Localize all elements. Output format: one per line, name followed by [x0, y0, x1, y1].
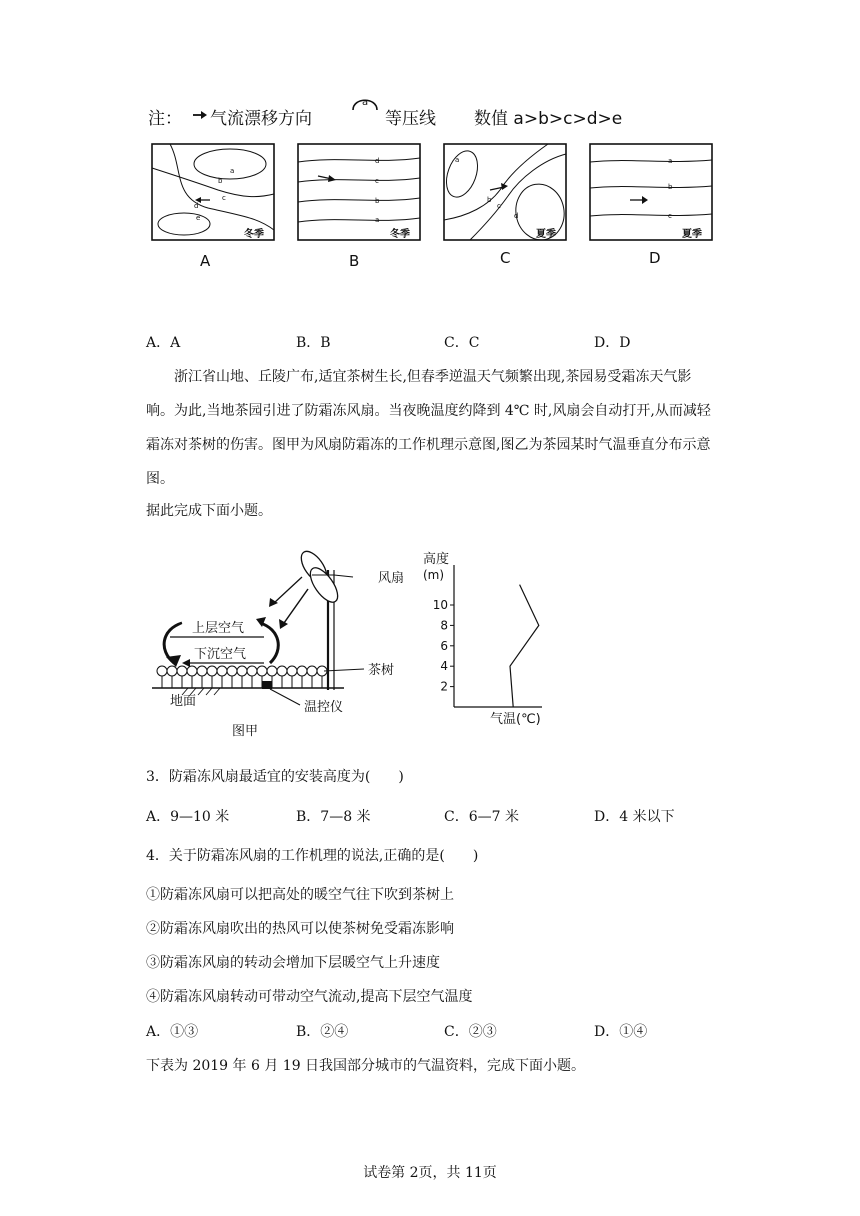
q4-option-c: C．②③ [444, 1024, 497, 1040]
isobar-label: d [194, 202, 199, 210]
q4-option-d: D．①④ [594, 1024, 648, 1040]
isobar-label: a [230, 167, 235, 175]
q4-item-4: ④防霜冻风扇转动可带动空气流动,提高下层空气温度 [146, 989, 473, 1005]
label-ground: 地面 [170, 694, 197, 709]
q2-option-b: B．B [296, 335, 331, 351]
isobar-label: d [514, 212, 519, 220]
map-letter: C [500, 249, 511, 267]
isobar-label: b [487, 196, 492, 204]
season-label: 冬季 [244, 229, 264, 240]
y-tick-label: 10 [432, 598, 448, 612]
label-sinking-air: 下沉空气 [194, 647, 247, 662]
q3-stem: 3．防霜冻风扇最适宜的安装高度为( ) [146, 769, 404, 785]
q3-option-d: D．4 米以下 [594, 809, 675, 825]
y-tick-label: 2 [440, 679, 448, 694]
isobar-label: c [222, 194, 226, 202]
q4-item-3: ③防霜冻风扇的转动会增加下层暖空气上升速度 [146, 955, 440, 971]
isobar-label: e [196, 214, 201, 222]
temperature-line [510, 585, 539, 707]
isobar-label: c [375, 177, 379, 185]
label-tea: 茶树 [368, 663, 395, 678]
isobar-label: c [497, 202, 501, 210]
q4-option-a: A．①③ [146, 1024, 199, 1040]
map-letter: D [649, 249, 661, 267]
isobar-symbol-icon [350, 92, 380, 114]
isobar-symbol-letter: a [362, 97, 369, 108]
q3-option-b: B．7—8 米 [296, 809, 371, 825]
legend-airflow: 气流漂移方向 [210, 109, 312, 129]
q3-option-a: A．9—10 米 [146, 809, 230, 825]
q2-option-d: D．D [594, 335, 631, 351]
label-fan: 风扇 [378, 571, 405, 586]
next-section-intro: 下表为 2019 年 6 月 19 日我国部分城市的气温资料，完成下面小题。 [146, 1058, 586, 1074]
passage-instruction: 据此完成下面小题。 [146, 503, 272, 519]
label-upper-air: 上层空气 [192, 621, 245, 636]
isobar-label: b [218, 177, 223, 185]
figure-jia-caption: 图甲 [232, 724, 259, 739]
q4-option-b: B．②④ [296, 1024, 349, 1040]
chart-ylabel: 高度 [423, 552, 450, 567]
map-a [152, 144, 274, 240]
q2-option-c: C．C [444, 335, 480, 351]
figure-jia [148, 545, 428, 745]
arrow-icon [192, 108, 208, 122]
legend-values: 数值 a>b>c>d>e [474, 109, 623, 129]
isobar-label: a [455, 156, 460, 164]
label-controller: 温控仪 [304, 700, 344, 715]
isobar-label: a [375, 216, 380, 224]
map-b [298, 144, 420, 240]
chart-yunit: (m) [423, 568, 445, 582]
q3-option-c: C．6—7 米 [444, 809, 519, 825]
q4-stem: 4．关于防霜冻风扇的工作机理的说法,正确的是( ) [146, 848, 479, 864]
y-tick-label: 6 [440, 638, 448, 653]
isobar-label: c [668, 212, 672, 220]
legend-prefix: 注： [148, 109, 182, 129]
y-tick-label: 4 [440, 659, 448, 674]
isobar-label: b [668, 183, 673, 191]
isobar-label: d [375, 157, 380, 165]
isobar-label: b [375, 197, 380, 205]
chart-temperature-profile [420, 545, 550, 735]
chart-xlabel: 气温(℃) [490, 712, 541, 727]
season-label: 夏季 [682, 229, 702, 240]
q4-item-1: ①防霜冻风扇可以把高处的暖空气往下吹到茶树上 [146, 887, 454, 903]
q4-item-2: ②防霜冻风扇吹出的热风可以使茶树免受霜冻影响 [146, 921, 454, 937]
isobar-label: a [668, 157, 673, 165]
page-footer: 试卷第 2页，共 11页 [363, 1165, 497, 1181]
y-tick-label: 8 [440, 618, 448, 633]
map-letter: B [349, 252, 360, 270]
map-c [441, 144, 569, 244]
legend [148, 97, 628, 129]
legend-isobar: 等压线 [385, 109, 436, 129]
passage-text: 浙江省山地、丘陵广布,适宜茶树生长,但春季逆温天气频繁出现,茶园易受霜冻天气影响。为此,当地茶园引进了防霜冻风扇。当夜晚温度约降到 4℃ 时,风扇会自动打开,从而减轻霜冻对茶树的伤害。图甲为风扇防霜冻的工作机理示意图,图乙为茶园某时气温垂直分布示意图。 [146, 369, 711, 487]
q2-option-a: A．A [146, 335, 181, 351]
map-letter: A [200, 252, 211, 270]
isobar-maps [148, 138, 718, 270]
map-d [590, 144, 712, 240]
season-label: 夏季 [536, 229, 556, 240]
season-label: 冬季 [390, 229, 410, 240]
